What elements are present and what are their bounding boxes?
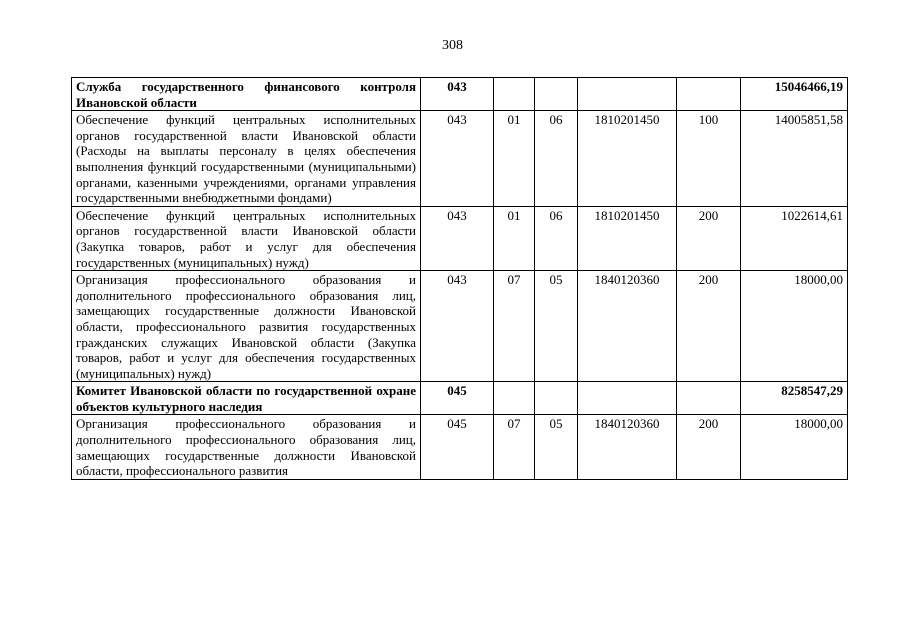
table-row [72,415,848,479]
target-code: 1840120360 [578,415,677,479]
table-row [72,382,848,415]
amount: 15046466,19 [741,78,848,111]
page-number: 308 [442,38,463,53]
target-code [578,382,677,415]
subsection-code: 05 [535,271,578,382]
subsection-code [535,78,578,111]
subsection-code: 05 [535,415,578,479]
table-row [72,206,848,270]
expense-type-code: 200 [677,415,741,479]
expense-type-code: 100 [677,111,741,207]
expense-type-code [677,382,741,415]
ministry-code: 045 [421,415,494,479]
amount: 8258547,29 [741,382,848,415]
section-code: 01 [494,111,535,207]
section-code: 07 [494,415,535,479]
section-code [494,78,535,111]
expense-type-code [677,78,741,111]
table-row [72,111,848,207]
ministry-code: 045 [421,382,494,415]
table-row [72,271,848,382]
amount: 18000,00 [741,415,848,479]
amount: 18000,00 [741,271,848,382]
expense-type-code: 200 [677,206,741,270]
amount: 14005851,58 [741,111,848,207]
amount: 1022614,61 [741,206,848,270]
row-name: Организация профессионального образования и дополнительного профессионального образования лиц, замещающих государственные должности Ивановской области, профессионального развития [72,415,421,479]
expense-type-code: 200 [677,271,741,382]
section-code: 01 [494,206,535,270]
target-code: 1810201450 [578,111,677,207]
section-code: 07 [494,271,535,382]
target-code [578,78,677,111]
row-name: Служба государственного финансового контроля Ивановской области [72,78,421,111]
target-code: 1810201450 [578,206,677,270]
ministry-code: 043 [421,111,494,207]
target-code: 1840120360 [578,271,677,382]
row-name: Организация профессионального образования и дополнительного профессионального образования лиц, замещающих государственные должности Ивановской области, профессионального развития государственных гражданских служащих Ивановской области (Закупка товаров, работ и услуг для обеспечения государственных (муниципальных) нужд) [72,271,421,382]
ministry-code: 043 [421,78,494,111]
table-row [72,78,848,111]
section-code [494,382,535,415]
row-name: Комитет Ивановской области по государственной охране объектов культурного наследия [72,382,421,415]
subsection-code: 06 [535,206,578,270]
row-name: Обеспечение функций центральных исполнительных органов государственной власти Ивановской области (Закупка товаров, работ и услуг для обеспечения государственных (муниципальных) нужд) [72,206,421,270]
ministry-code: 043 [421,271,494,382]
subsection-code: 06 [535,111,578,207]
budget-table [71,77,848,480]
row-name: Обеспечение функций центральных исполнительных органов государственной власти Ивановской области (Расходы на выплаты персоналу в целях обеспечения выполнения функций государственными (муниципальными) органами, казенными учреждениями, органами управления государственными внебюджетными фондами) [72,111,421,207]
ministry-code: 043 [421,206,494,270]
subsection-code [535,382,578,415]
